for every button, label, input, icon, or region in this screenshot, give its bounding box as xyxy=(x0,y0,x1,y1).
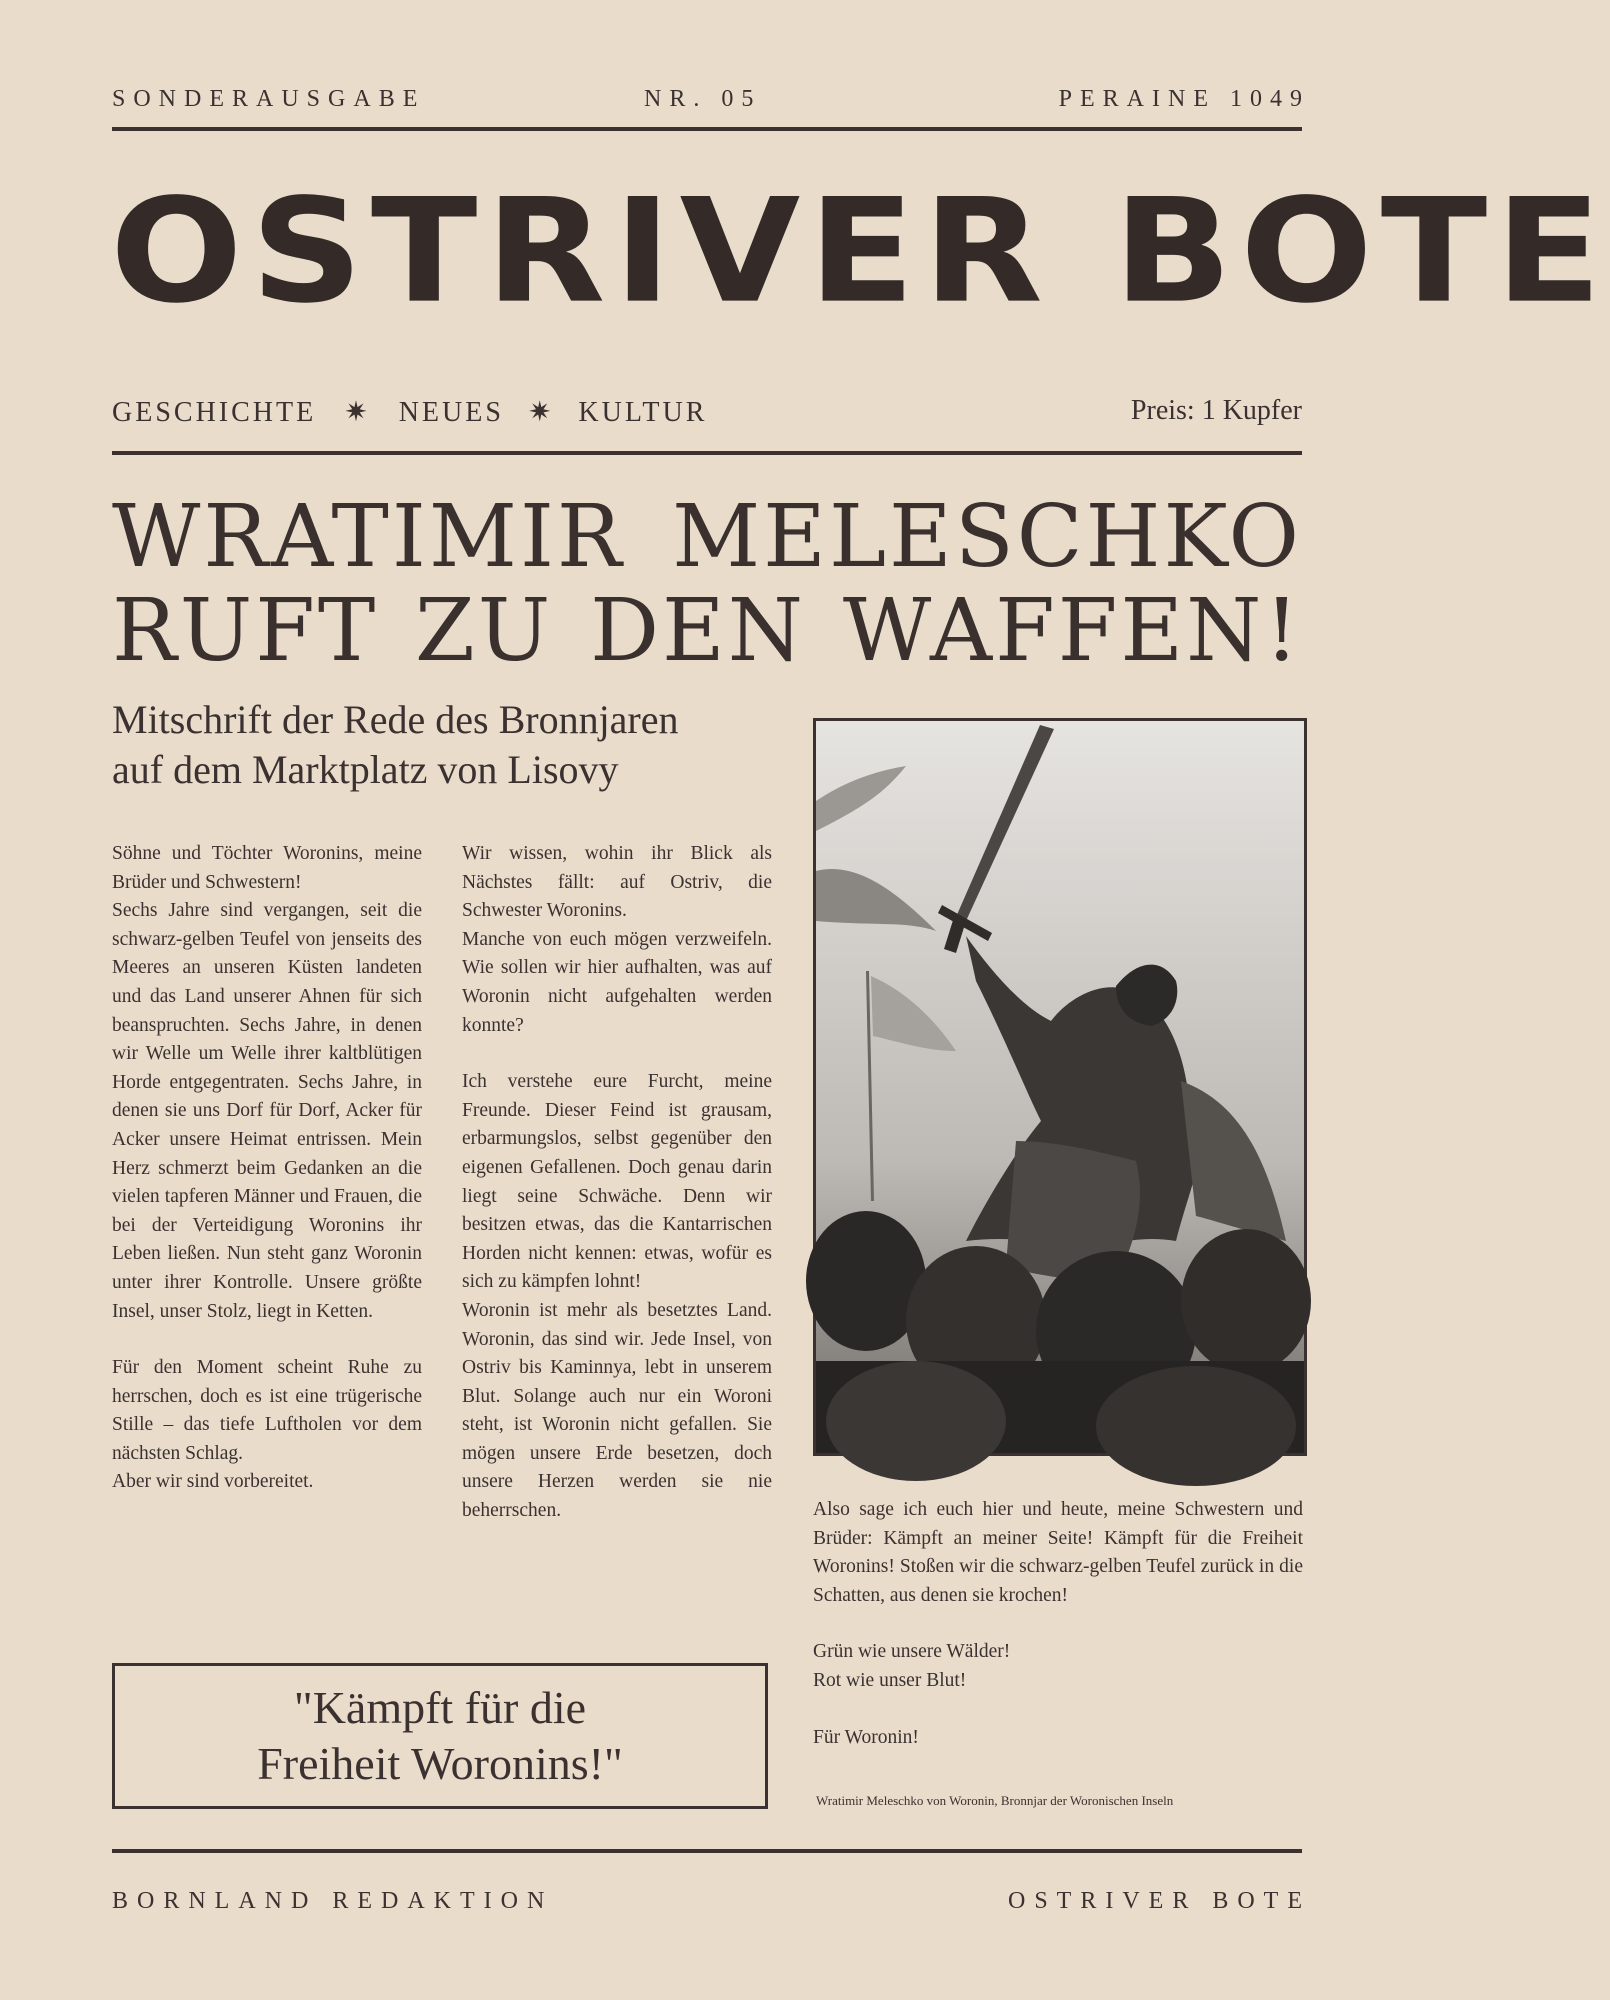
price-label: Preis: 1 Kupfer xyxy=(1130,395,1302,426)
paragraph: Für Woronin! xyxy=(813,1726,919,1748)
footer-rule xyxy=(112,1849,1302,1853)
pull-quote-line-2: Freiheit Woronins!" xyxy=(257,1738,623,1789)
article-column-1 xyxy=(112,840,422,1497)
section-list xyxy=(112,395,707,429)
headline-line-2: RUFT ZU DEN WAFFEN! xyxy=(112,581,1302,681)
subhead-line-2: auf dem Marktplatz von Lisovy xyxy=(112,747,619,792)
headline-line-1: WRATIMIR MELESCHKO xyxy=(112,487,1302,587)
pull-quote-line-1: "Kämpft für die xyxy=(293,1682,587,1733)
warrior-illustration-svg xyxy=(816,721,1304,1453)
warrior-illustration-icon xyxy=(813,718,1307,1456)
section-history: GESCHICHTE xyxy=(112,397,317,428)
paragraph: Grün wie unsere Wälder! xyxy=(813,1641,1011,1663)
section-rule xyxy=(112,451,1302,455)
paragraph: Also sage ich euch hier und heute, meine Schwestern und Brüder: Kämpft an meiner Seite! Kämpft für die Freiheit Woronins! Stoßen wir die schwarz-gelben Teufel zurück in die Schatten, aus denen sie krochen! xyxy=(813,1499,1303,1606)
edition-label: SONDERAUSGABE xyxy=(112,86,426,112)
article-column-2 xyxy=(462,840,772,1526)
section-news: NEUES xyxy=(398,397,504,428)
issue-number: NR. 05 xyxy=(644,86,762,112)
star-separator-icon: ✷ xyxy=(527,397,555,428)
paragraph: Söhne und Töchter Woronins, meine Brüder und Schwestern! xyxy=(112,843,422,893)
section-culture: KULTUR xyxy=(578,397,708,428)
paragraph: Woronin ist mehr als besetztes Land. Woronin, das sind wir. Jede Insel, von Ostriv bis Kaminnya, lebt in unserem Blut. Solange auch nur ein Woroni steht, ist Woronin nicht gefallen. Sie mögen unsere Erde besetzen, doch unsere Herzen werden sie nie beherrschen. xyxy=(462,1299,772,1522)
speaker-signature: Wratimir Meleschko von Woronin, Bronnjar der Woronischen Inseln xyxy=(816,1793,1174,1808)
masthead-title: OSTRIVER BOTE xyxy=(110,167,1610,335)
paragraph: Manche von euch mögen verzweifeln. Wie sollen wir hier aufhalten, was auf Woronin nicht aufgehalten werden konnte? xyxy=(462,928,772,1036)
paragraph: Für den Moment scheint Ruhe zu herrschen, doch es ist eine trügerische Stille – das tiefe Luftholen vor dem nächsten Schlag. xyxy=(112,1357,422,1464)
article-subhead xyxy=(112,695,772,795)
star-separator-icon: ✷ xyxy=(344,397,371,428)
issue-date: PERAINE 1049 xyxy=(1058,86,1310,112)
paragraph: Aber wir sind vorbereitet. xyxy=(112,1471,314,1493)
footer-right: OSTRIVER BOTE xyxy=(1008,1888,1311,1914)
paragraph: Rot wie unser Blut! xyxy=(813,1669,967,1691)
pull-quote xyxy=(112,1663,768,1809)
subhead-line-1: Mitschrift der Rede des Bronnjaren xyxy=(112,697,679,742)
paragraph: Sechs Jahre sind vergangen, seit die schwarz-gelben Teufel von jenseits des Meeres an unseren Küsten landeten und das Land unserer Ahnen für sich beanspruchten. Sechs Jahre, in denen wir Welle um Welle ihrer kaltblütigen Horde entgegentraten. Sechs Jahre, in denen sie uns Dorf für Dorf, Acker für Acker unsere Heimat entrissen. Mein Herz schmerzt beim Gedanken an die vielen tapferen Männer und Frauen, die bei der Verteidigung Woronins ihr Leben ließen. Nun steht ganz Woronin unter ihrer Kontrolle. Unsere größte Insel, unser Stolz, liegt in Ketten. xyxy=(112,900,422,1322)
article-headline xyxy=(112,487,1302,681)
footer-left: BORNLAND REDAKTION xyxy=(112,1888,554,1914)
article-column-3 xyxy=(813,1496,1303,1752)
top-rule xyxy=(112,127,1302,131)
paragraph: Wir wissen, wohin ihr Blick als Nächstes fällt: auf Ostriv, die Schwester Woronins. xyxy=(462,843,772,922)
paragraph: Ich verstehe eure Furcht, meine Freunde. Dieser Feind ist grausam, erbarmungslos, selbst gegenüber den eigenen Gefallenen. Doch genau darin liegt seine Schwäche. Denn wir besitzen etwas, das die Kantarrischen Horden nicht kennen: etwas, wofür es sich zu kämpfen lohnt! xyxy=(462,1071,772,1293)
